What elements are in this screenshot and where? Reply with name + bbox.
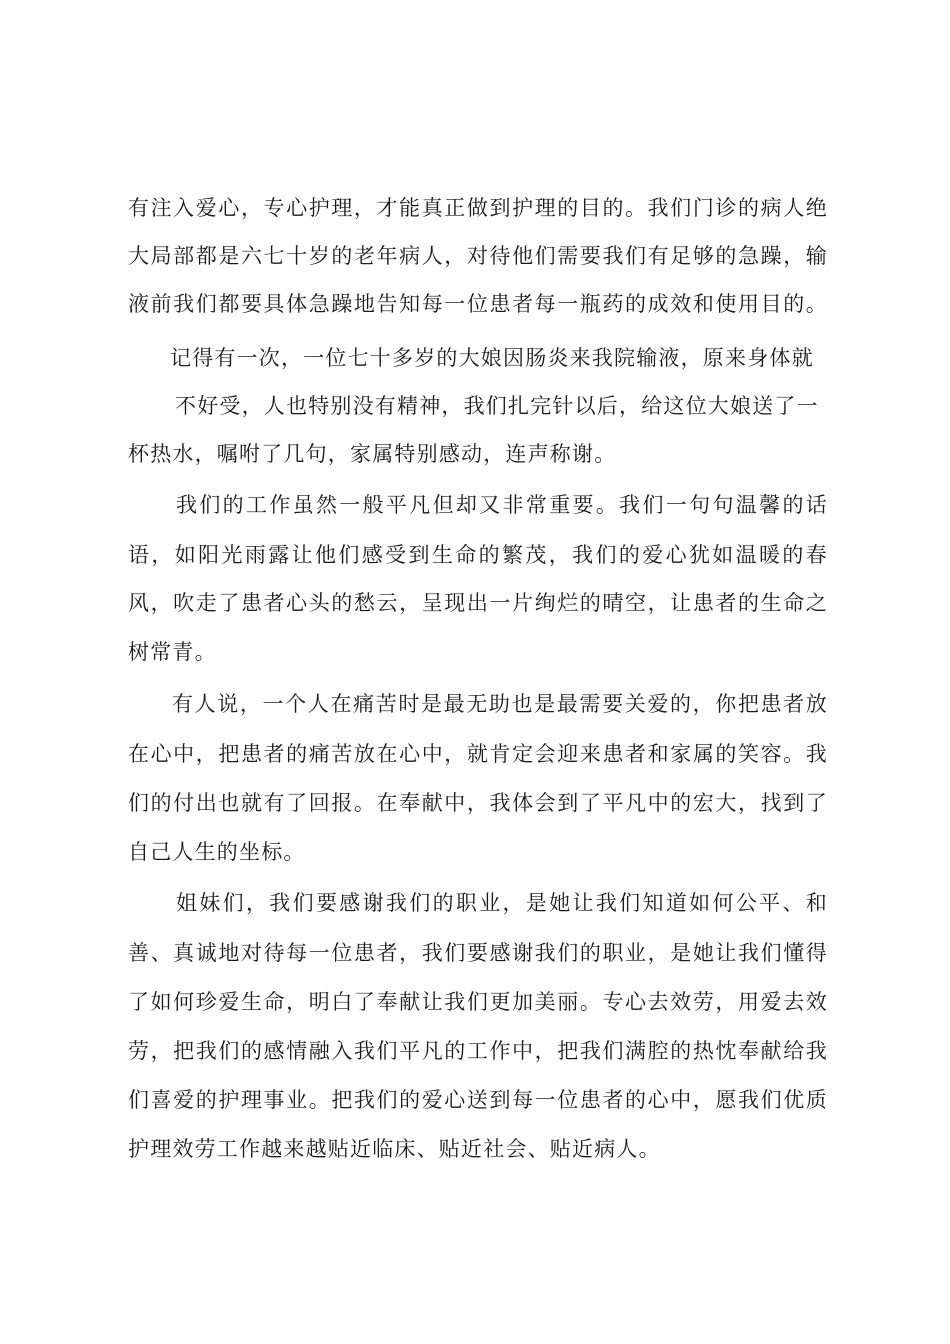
paragraph-4-line-3: 们的付出也就有了回报。在奉献中，我体会到了平凡中的宏大，找到了 [128, 791, 828, 815]
paragraph-4-line-4: 自己人生的坐标。 [128, 840, 306, 864]
paragraph-1-line-2: 大局部都是六七十岁的老年病人，对待他们需要我们有足够的急躁，输 [128, 244, 828, 268]
paragraph-3-line-2: 语，如阳光雨露让他们感受到生命的繁茂，我们的爱心犹如温暖的春 [128, 543, 828, 567]
paragraph-4-line-1: 有人说，一个人在痛苦时是最无助也是最需要关爱的，你把患者放 [172, 692, 828, 716]
paragraph-1-line-3: 液前我们都要具体急躁地告知每一位患者每一瓶药的成效和使用目的。 [128, 292, 828, 316]
paragraph-5-line-4: 劳，把我们的感情融入我们平凡的工作中，把我们满腔的热忱奉献给我 [128, 1039, 828, 1063]
paragraph-4-line-2: 在心中，把患者的痛苦放在心中，就肯定会迎来患者和家属的笑容。我 [128, 742, 828, 766]
paragraph-5-line-5: 们喜爱的护理事业。把我们的爱心送到每一位患者的心中，愿我们优质 [128, 1088, 828, 1112]
paragraph-1-line-1: 有注入爱心，专心护理，才能真正做到护理的目的。我们门诊的病人绝 [128, 196, 828, 220]
paragraph-3-line-1: 我们的工作虽然一般平凡但却又非常重要。我们一句句温馨的话 [176, 493, 828, 517]
paragraph-3-line-3: 风，吹走了患者心头的愁云，呈现出一片绚烂的晴空，让患者的生命之 [128, 591, 828, 615]
paragraph-5-line-1: 姐妹们，我们要感谢我们的职业，是她让我们知道如何公平、和 [176, 891, 828, 915]
paragraph-5-line-6: 护理效劳工作越来越贴近临床、贴近社会、贴近病人。 [128, 1137, 661, 1161]
paragraph-3-line-4: 树常青。 [128, 640, 217, 664]
paragraph-5-line-3: 了如何珍爱生命，明白了奉献让我们更加美丽。专心去效劳，用爱去效 [128, 990, 828, 1014]
paragraph-2-line-3: 杯热水，嘱咐了几句，家属特别感动，连声称谢。 [128, 442, 617, 466]
paragraph-2-line-1: 记得有一次，一位七十多岁的大娘因肠炎来我院输液，原来身体就 [170, 346, 814, 370]
paragraph-5-line-2: 善、真诚地对待每一位患者，我们要感谢我们的职业，是她让我们懂得 [128, 941, 828, 965]
paragraph-2-line-2: 不好受，人也特别没有精神，我们扎完针以后，给这位大娘送了一 [175, 394, 819, 418]
